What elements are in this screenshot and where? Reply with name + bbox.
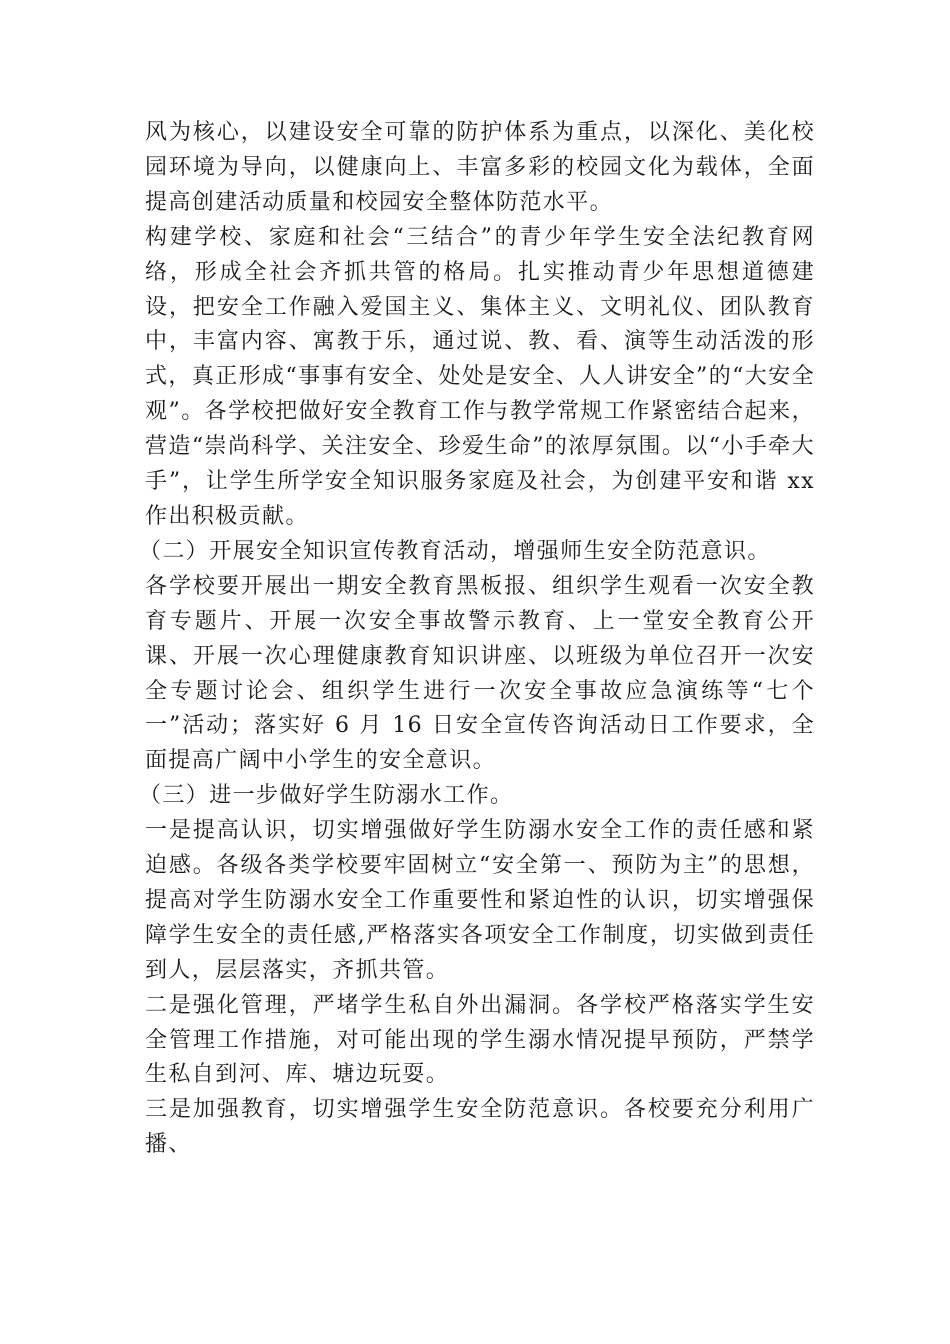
paragraph-point-one: 一是提高认识，切实增强做好学生防溺水安全工作的责任感和紧迫感。各级各类学校要牢固树立“安全第一、预防为主”的思想，提高对学生防溺水安全工作重要性和紧迫性的认识，切实增强保障学生安全的责任感,严格落实各项安全工作制度，切实做到责任到人，层层落实，齐抓共管。 — [145, 818, 815, 983]
section-heading-2: （二）开展安全知识宣传教育活动，增强师生安全防范意识。 — [139, 538, 771, 564]
section-heading-3: （三）进一步做好学生防溺水工作。 — [139, 783, 514, 809]
paragraph-intro-continuation: 风为核心，以建设安全可靠的防护体系为重点，以深化、美化校园环境为导向，以健康向上、丰富多彩的校园文化为载体，全面提高创建活动质量和校园安全整体防范水平。 — [145, 120, 815, 215]
paragraph-point-three: 三是加强教育，切实增强学生安全防范意识。各校要充分利用广播、 — [145, 1097, 815, 1158]
document-body — [139, 116, 815, 1163]
paragraph-point-two: 二是强化管理，严堵学生私自外出漏洞。各学校严格落实学生安全管理工作措施，对可能出现的学生溺水情况提早预防，严禁学生私自到河、库、塘边玩耍。 — [145, 992, 815, 1088]
paragraph-education-network: 构建学校、家庭和社会“三结合”的青少年学生安全法纪教育网络，形成全社会齐抓共管的格局。扎实推动青少年思想道德建设，把安全工作融入爱国主义、集体主义、文明礼仪、团队教育中，丰富内容、寓教于乐，通过说、教、看、演等生动活泼的形式，真正形成“事事有安全、处处是安全、人人讲安全”的“大安全观”。各学校把做好安全教育工作与教学常规工作紧密结合起来，营造“崇尚科学、关注安全、珍爱生命”的浓厚氛围。以“小手牵大手”，让学生所学安全知识服务家庭及社会，为创建平安和谐 xx 作出积极贡献。 — [145, 224, 815, 529]
paragraph-seven-activities: 各学校要开展出一期安全教育黑板报、组织学生观看一次安全教育专题片、开展一次安全事故警示教育、上一堂安全教育公开课、开展一次心理健康教育知识讲座、以班级为单位召开一次安全专题讨论会、组织学生进行一次安全事故应急演练等“七个一”活动；落实好 6 月 16 日安全宣传咨询活动日工作要求，全面提高广阔中小学生的安全意识。 — [145, 573, 815, 774]
